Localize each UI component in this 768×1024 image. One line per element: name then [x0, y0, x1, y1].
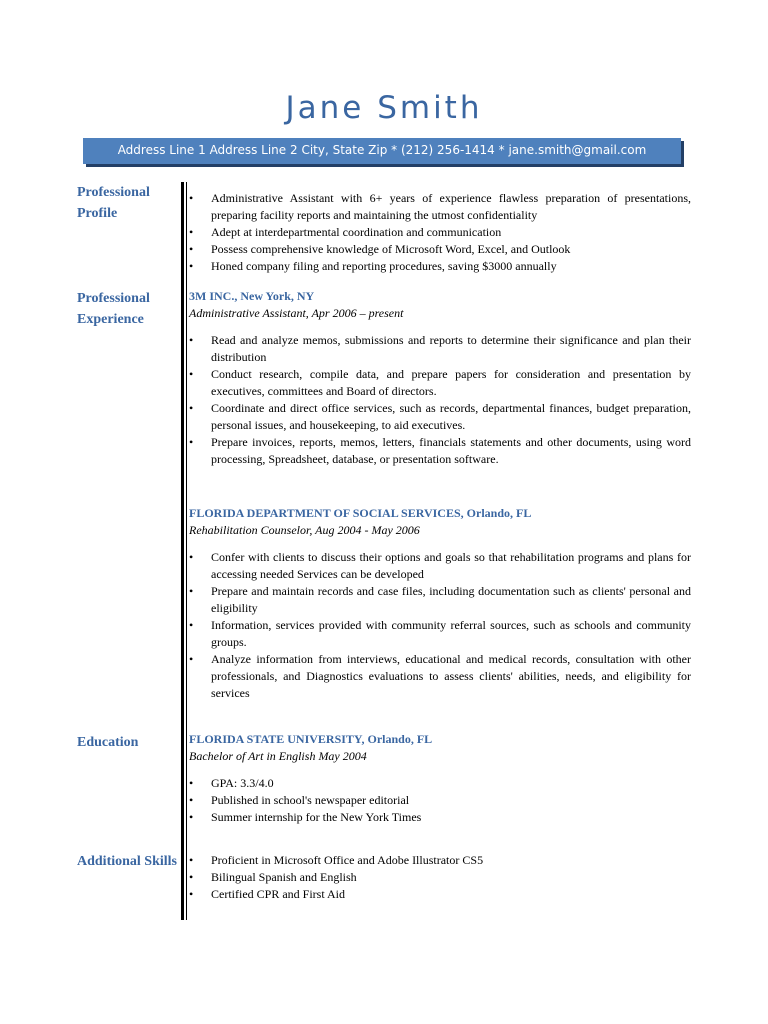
list-item: • Coordinate and direct office services, such as records, departmental finances, budget preparation, personal issues, and housekeeping, to aid executives. — [189, 400, 691, 434]
job-company: FLORIDA DEPARTMENT OF SOCIAL SERVICES, Orlando, FL — [189, 506, 532, 520]
list-item: • Confer with clients to discuss their options and goals so that rehabilitation programs and plans for accessing needed Services can be developed — [189, 549, 691, 583]
skills-section — [189, 852, 691, 903]
list-item: • Information, services provided with community referral sources, such as schools and community groups. — [189, 617, 691, 651]
experience-job-2 — [189, 505, 691, 702]
list-item: • Proficient in Microsoft Office and Adobe Illustrator CS5 — [189, 852, 691, 869]
list-item: • GPA: 3.3/4.0 — [189, 775, 691, 792]
job-duties-list — [189, 549, 691, 702]
list-item: • Prepare and maintain records and case files, including documentation such as clients' personal and eligibility — [189, 583, 691, 617]
job-company: 3M INC., New York, NY — [189, 289, 315, 303]
profile-list — [189, 190, 691, 275]
profile-section — [189, 190, 691, 275]
list-item: • Bilingual Spanish and English — [189, 869, 691, 886]
job-duties-list — [189, 332, 691, 468]
job-role: Administrative Assistant, Apr 2006 – present — [189, 306, 404, 320]
contact-banner: Address Line 1 Address Line 2 City, State Zip * (212) 256-1414 * jane.smith@gmail.com — [83, 138, 681, 164]
experience-job-1 — [189, 288, 691, 468]
section-label-education: Education — [77, 735, 139, 750]
section-divider-thin — [186, 182, 187, 920]
list-item: • Possess comprehensive knowledge of Microsoft Word, Excel, and Outlook — [189, 241, 691, 258]
section-label-skills: Additional Skills — [77, 854, 177, 869]
list-item: • Summer internship for the New York Times — [189, 809, 691, 826]
education-list — [189, 775, 691, 826]
education-degree: Bachelor of Art in English May 2004 — [189, 749, 367, 763]
section-label-profile: Professional Profile — [77, 185, 150, 221]
education-section — [189, 731, 691, 826]
section-label-experience: Professional Experience — [77, 291, 150, 327]
list-item: • Adept at interdepartmental coordination and communication — [189, 224, 691, 241]
education-school: FLORIDA STATE UNIVERSITY, Orlando, FL — [189, 732, 433, 746]
skills-list — [189, 852, 691, 903]
candidate-name: Jane Smith — [285, 90, 483, 126]
list-item: • Published in school's newspaper editorial — [189, 792, 691, 809]
list-item: • Certified CPR and First Aid — [189, 886, 691, 903]
section-divider-thick — [181, 182, 184, 920]
list-item: • Analyze information from interviews, educational and medical records, consultation with other professionals, and Diagnostics evaluations to assess clients' abilities, needs, and eligibility for services — [189, 651, 691, 702]
list-item: • Honed company filing and reporting procedures, saving $3000 annually — [189, 258, 691, 275]
list-item: • Conduct research, compile data, and prepare papers for consideration and presentation by executives, committees and Board of directors. — [189, 366, 691, 400]
list-item: • Prepare invoices, reports, memos, letters, financials statements and other documents, using word processing, Spreadsheet, database, or presentation software. — [189, 434, 691, 468]
job-role: Rehabilitation Counselor, Aug 2004 - May 2006 — [189, 523, 420, 537]
list-item: • Read and analyze memos, submissions and reports to determine their significance and plan their distribution — [189, 332, 691, 366]
list-item: • Administrative Assistant with 6+ years of experience flawless preparation of presentations, preparing facility reports and maintaining the utmost confidentiality — [189, 190, 691, 224]
